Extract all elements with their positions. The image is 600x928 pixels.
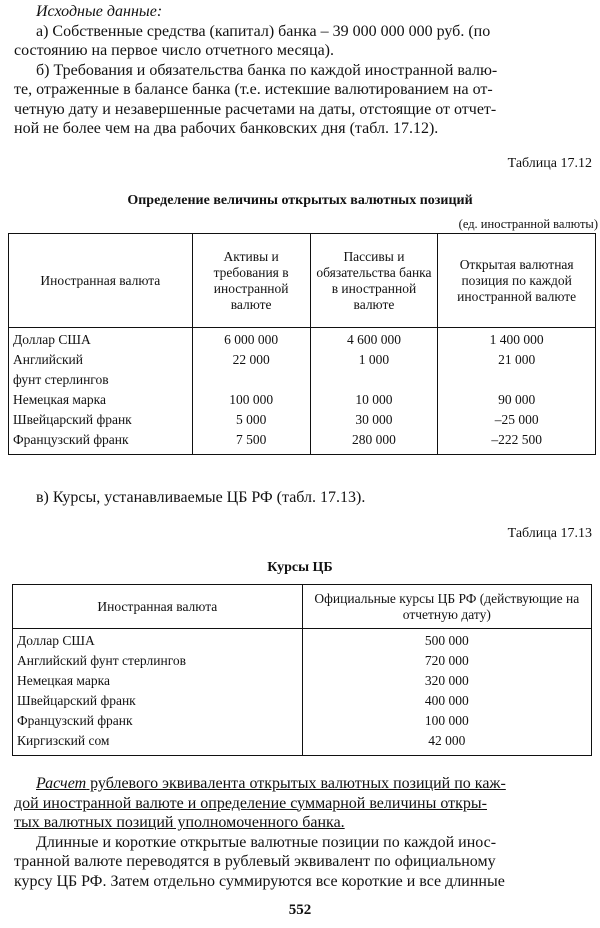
currency-cell: Французский франк <box>13 711 303 731</box>
assets-cell <box>192 370 310 390</box>
assets-cell: 100 000 <box>192 390 310 410</box>
rate-cell: 720 000 <box>302 651 591 671</box>
table-row <box>13 711 592 731</box>
item-b-line-1: б) Требования и обязательства банка по каждой иностранной валю- <box>36 61 498 79</box>
table-row <box>13 651 592 671</box>
table-row <box>13 691 592 711</box>
table-1713-title: Курсы ЦБ <box>267 560 333 575</box>
rate-cell: 42 000 <box>302 731 591 755</box>
currency-cell: Немецкая марка <box>13 671 303 691</box>
currency-cell: Швейцарский франк <box>9 410 193 430</box>
calc-line-3: тых валютных позиций уполномоченного банка. <box>14 814 345 831</box>
item-b-line-2: те, отраженные в балансе банка (т.е. истекшие валютированием на от- <box>14 81 493 98</box>
table-1712 <box>8 233 596 455</box>
liabilities-cell <box>310 370 438 390</box>
calc-after-line-2: транной валюте переводятся в рублевый эквивалент по официальному <box>14 853 496 870</box>
rate-cell: 100 000 <box>302 711 591 731</box>
currency-cell: Французский франк <box>9 430 193 454</box>
position-cell: 21 000 <box>438 350 596 370</box>
item-c: в) Курсы, устанавливаемые ЦБ РФ (табл. 17.13). <box>36 489 366 506</box>
assets-cell: 6 000 000 <box>192 328 310 351</box>
currency-cell: Доллар США <box>13 629 303 652</box>
calc-after-line-3: курсу ЦБ РФ. Затем отдельно суммируются все короткие и все длинные <box>14 872 505 890</box>
currency-cell: Киргизский сом <box>13 731 303 755</box>
table-1713-caption: Таблица 17.13 <box>507 526 592 541</box>
liabilities-cell: 4 600 000 <box>310 328 438 351</box>
calc-line-2: дой иностранной валюте и определение суммарной величины откры- <box>14 794 487 812</box>
calc-after-line-1: Длинные и короткие открытые валютные позиции по каждой инос- <box>36 833 497 851</box>
calc-lead-word: Расчет <box>36 775 87 792</box>
position-cell: –25 000 <box>438 410 596 430</box>
currency-cell: Швейцарский франк <box>13 691 303 711</box>
rate-cell: 400 000 <box>302 691 591 711</box>
table-1712-header-assets: Активы и требования в иностранной валюте <box>192 234 310 328</box>
position-cell: 90 000 <box>438 390 596 410</box>
table-row <box>13 731 592 755</box>
liabilities-cell: 280 000 <box>310 430 438 454</box>
position-cell <box>438 370 596 390</box>
source-data-heading: Исходные данные: <box>36 3 163 20</box>
source-data-block <box>14 2 592 139</box>
currency-cell: Английский <box>9 350 193 370</box>
currency-cell: фунт стерлингов <box>9 370 193 390</box>
position-cell: –222 500 <box>438 430 596 454</box>
table-1713-header-currency: Иностранная валюта <box>13 585 303 629</box>
rate-cell: 320 000 <box>302 671 591 691</box>
table-1712-header-liabilities: Пассивы и обязательства банка в иностранной валюте <box>310 234 438 328</box>
table-row <box>9 390 596 410</box>
position-cell: 1 400 000 <box>438 328 596 351</box>
rate-cell: 500 000 <box>302 629 591 652</box>
liabilities-cell: 30 000 <box>310 410 438 430</box>
table-1712-header-position: Открытая валютная позиция по каждой иностранной валюте <box>438 234 596 328</box>
calc-line-1 <box>14 774 592 794</box>
page-number: 552 <box>288 902 312 918</box>
table-1712-unit: (ед. иностранной валюты) <box>458 217 598 231</box>
table-1712-title: Определение величины открытых валютных позиций <box>127 193 473 208</box>
table-row <box>9 370 596 390</box>
assets-cell: 22 000 <box>192 350 310 370</box>
assets-cell: 5 000 <box>192 410 310 430</box>
liabilities-cell: 1 000 <box>310 350 438 370</box>
table-1712-caption: Таблица 17.12 <box>507 156 592 171</box>
table-row <box>9 328 596 351</box>
assets-cell: 7 500 <box>192 430 310 454</box>
table-1712-header-currency: Иностранная валюта <box>9 234 193 328</box>
item-a-line-2: состоянию на первое число отчетного месяца). <box>14 42 335 59</box>
table-row <box>9 410 596 430</box>
currency-cell: Немецкая марка <box>9 390 193 410</box>
item-b-line-3: четную дату и незавершенные расчетами на даты, отстоящие от отчет- <box>14 100 497 118</box>
liabilities-cell: 10 000 <box>310 390 438 410</box>
currency-cell: Доллар США <box>9 328 193 351</box>
item-a-line-1: а) Собственные средства (капитал) банка – 39 000 000 000 руб. (по <box>36 22 491 40</box>
table-row <box>13 629 592 652</box>
table-1713 <box>12 584 592 756</box>
calc-paragraph <box>14 774 592 891</box>
calc-line-1-rest: рублевого эквивалента открытых валютных позиций по каж- <box>86 775 506 792</box>
table-row <box>9 430 596 454</box>
table-row <box>13 671 592 691</box>
currency-cell: Английский фунт стерлингов <box>13 651 303 671</box>
item-b-line-4: ной не более чем на два рабочих банковских дня (табл. 17.12). <box>14 120 439 137</box>
table-1713-header-rate: Официальные курсы ЦБ РФ (действующие на отчетную дату) <box>302 585 591 629</box>
table-row <box>9 350 596 370</box>
